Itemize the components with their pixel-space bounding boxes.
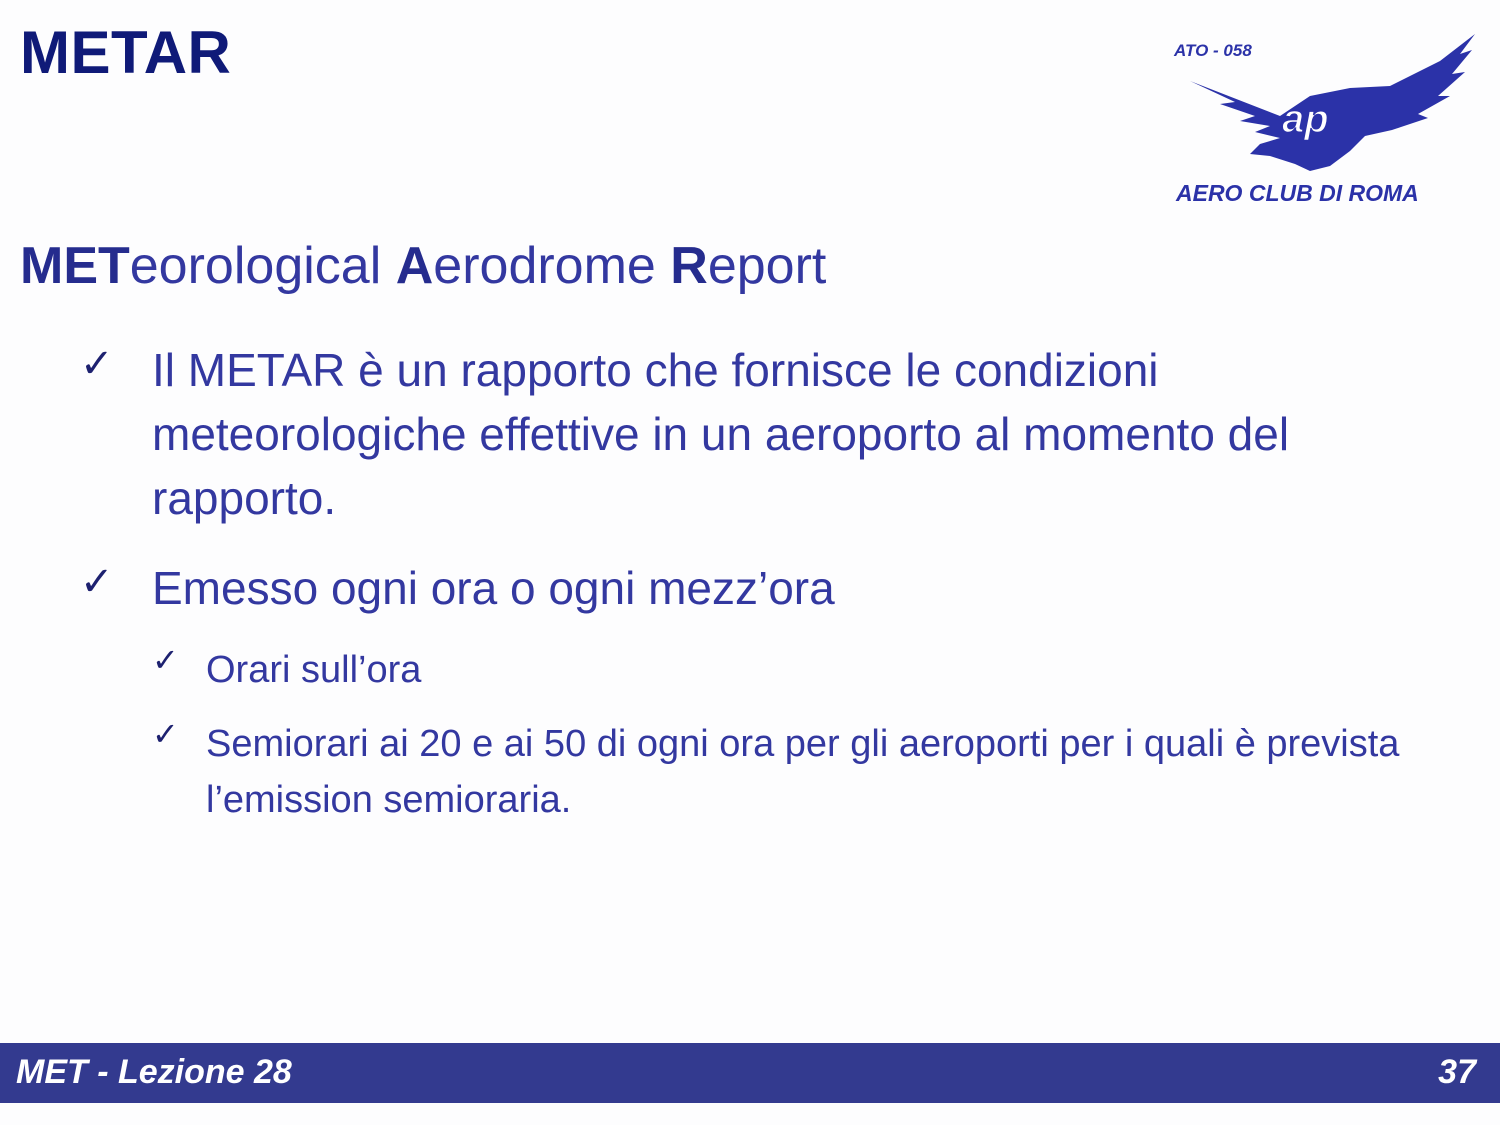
svg-text:AERO CLUB DI ROMA: AERO CLUB DI ROMA	[1176, 180, 1419, 206]
subtitle-acronym-r: R	[670, 237, 708, 295]
sub-bullet-text: Semiorari ai 20 e ai 50 di ogni ora per gli aeroporti per i quali è prevista l’emission semioraria.	[206, 723, 1400, 821]
footer-lesson-label: MET - Lezione 28	[16, 1053, 292, 1091]
sub-bullet-text: Orari sull’ora	[206, 649, 422, 691]
bullet-text: Emesso ogni ora o ogni mezz’ora	[152, 562, 835, 614]
footer-bar	[0, 1043, 1500, 1103]
page-number: 37	[1438, 1053, 1476, 1091]
checkmark-icon: ✓	[152, 716, 179, 752]
checkmark-icon: ✓	[80, 342, 114, 386]
subtitle-part: eorological	[129, 237, 396, 295]
bullet-item	[80, 338, 1410, 538]
sub-bullet-item	[152, 716, 1452, 836]
subtitle-acronym-met: MET	[20, 237, 130, 295]
subtitle-part: eport	[707, 237, 827, 295]
bullet-item	[80, 556, 1410, 626]
subtitle-acronym-a: A	[395, 237, 434, 295]
sub-bullet-item	[152, 642, 1452, 702]
subtitle-part: erodrome	[433, 237, 671, 295]
svg-text:ATO - 058: ATO - 058	[1174, 41, 1252, 60]
checkmark-icon: ✓	[152, 642, 179, 678]
bullet-text: Il METAR è un rapporto che fornisce le condizioni meteorologiche effettive in un aeroporto al momento del rapporto.	[152, 344, 1290, 524]
svg-text:ap: ap	[1282, 97, 1329, 141]
checkmark-icon: ✓	[80, 560, 114, 604]
slide-title: METAR	[20, 19, 232, 86]
